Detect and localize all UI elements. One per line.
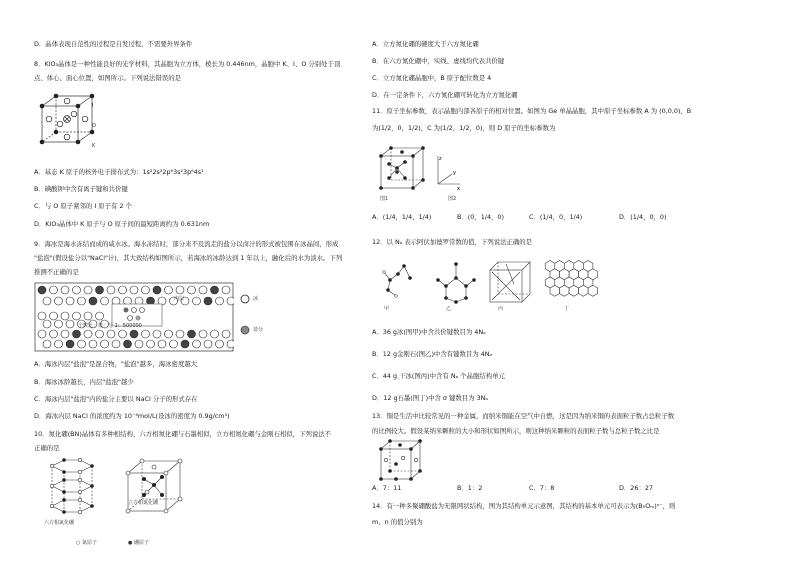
q8-legend-i: I	[92, 103, 94, 109]
q11-option-a: A．(1/4，1/4，1/4)	[372, 213, 432, 221]
ice-particle	[119, 286, 127, 294]
q9-label-inner: 内层	[174, 296, 185, 302]
q8-stem-line1: 8．KIO₃晶体是一种性能良好的光学材料，其晶胞为立方体，棱长为 0.446nm，晶胞中 K、I、O 分别处于顶	[34, 60, 341, 68]
q9-stem-line1: 9．海冰是海水冻结而成的咸水冰。海水冻结时，部分来不及流走的盐分以卤汁的形式被包围在冰晶间，形成	[34, 240, 339, 248]
ice-particle	[227, 340, 234, 348]
ice-particle	[147, 340, 155, 348]
q13-stem-line1: 13．铜是生活中比较常见的一种金属，而纳米铜能在空气中自燃，这是因为纳米铜的表面粒子数占总粒子数	[372, 412, 675, 420]
ice-particle	[84, 312, 92, 320]
ice-particle	[84, 286, 92, 294]
hexagonal-bn-caption: 六方相氮化硼	[44, 520, 75, 526]
ice-particle	[43, 340, 51, 348]
label-jia: 甲	[384, 306, 390, 312]
ice-particle	[66, 340, 74, 348]
ice-particle	[43, 297, 51, 305]
ice-particle	[119, 330, 127, 338]
ice-particle	[158, 340, 166, 348]
label-bing: 丙	[498, 306, 504, 312]
q7-option-d: D．晶体表现自范性的过程是自发过程，不需要外界条件	[34, 40, 193, 48]
ice-particle	[176, 330, 184, 338]
ice-particle	[165, 286, 173, 294]
ice-particle	[222, 330, 230, 338]
ice-particle	[193, 340, 201, 348]
q13-options	[372, 484, 752, 492]
ice-particle	[181, 340, 189, 348]
q9-option-d: D．海冰内层 NaCl 的浓度约为 10⁻⁴mol/L(设冰的密度为 0.9g/cm³)	[34, 412, 230, 420]
q11-stem-line2: 为(1/2，0，1/2)，C 为(1/2，1/2，0)，则 D 原子的坐标参数为	[372, 124, 556, 132]
q10-option-a: A．立方氮化硼的硬度大于六方氮化硼	[372, 40, 479, 48]
q8-option-b: B．碘酸钾中含有离子键和共价键	[34, 185, 128, 193]
q9-legend-ice: 冰	[253, 296, 259, 302]
ice-particle	[170, 340, 178, 348]
q12-option-d: D．12 g石墨(图丁)中含 σ 键数目为 3Nₐ	[372, 394, 488, 402]
hexagonal-bn-figure	[42, 458, 102, 520]
graphite-hexagon	[569, 285, 579, 296]
ice-particle	[73, 330, 81, 338]
ice-particle	[204, 340, 212, 348]
svg-text:x: x	[457, 186, 460, 192]
ice-particle	[176, 286, 184, 294]
q11-option-b: B．(0，1/4，0)	[457, 213, 504, 221]
q8-option-a: A．基态 K 原子的核外电子排布式为：1s²2s²2p⁶3s²3p⁶4s¹	[34, 168, 204, 176]
label-ding: 丁	[564, 306, 570, 312]
ice-particle	[50, 286, 58, 294]
ice-particle	[204, 297, 212, 305]
ge-fig2-caption: 图2	[448, 196, 457, 202]
ice-particle	[211, 286, 219, 294]
q12-structures-figure	[378, 258, 608, 306]
ge-fig1-caption: 图1	[380, 196, 389, 202]
ice-particle	[107, 330, 115, 338]
ice-particle	[38, 286, 46, 294]
q12-stem: 12．以 Nₐ 表示阿伏加德罗常数的值，下列说法正确的是	[372, 238, 533, 246]
ice-particle	[165, 330, 173, 338]
q8-option-d: D．KIO₃晶体中 K 原子与 O 原子间的最短距离约为 0.631nm	[34, 220, 210, 228]
left-column	[34, 0, 370, 562]
ice-particle	[89, 340, 97, 348]
legend-boron: ● 硼原子	[128, 540, 149, 546]
q9-sea-ice-figure	[34, 282, 234, 352]
ice-particle	[66, 297, 74, 305]
ice-particle	[78, 340, 86, 348]
ice-particle	[84, 330, 92, 338]
ice-particle	[130, 286, 138, 294]
q12-figure-labels	[384, 306, 624, 312]
q13-stem-line2: 的比例较大。假设某纳米颗粒的大小和形状如图所示，则这种纳米颗粒的表面粒子数与总粒子数之比是	[372, 427, 660, 435]
ice-particle	[78, 297, 86, 305]
q8-option-c: C．与 O 原子紧邻的 I 原子有 2 个	[34, 202, 132, 210]
ice-particle	[73, 286, 81, 294]
q12-option-c: C．44 g 干冰(图丙)中含有 Nₐ 个晶胞结构单元	[372, 372, 505, 380]
ice-particle	[89, 297, 97, 305]
ice-particle	[61, 330, 69, 338]
ice-particle	[142, 330, 150, 338]
ice-particle	[96, 330, 104, 338]
ice-particle	[222, 286, 230, 294]
q11-stem-line1: 11．原子坐标参数，表示晶胞内部各原子的相对位置。如图为 Ge 单晶晶胞，其中原子坐标参数 A 为 (0,0,0)，B	[372, 107, 692, 115]
graphite-hexagon	[579, 285, 589, 296]
ice-particle	[96, 286, 104, 294]
q13-option-c: C．7：8	[529, 484, 555, 492]
ice-particle	[73, 312, 81, 320]
ge-cell-figure-2	[432, 152, 464, 194]
ice-particle	[38, 330, 46, 338]
q10-option-d: D．在一定条件下，六方氮化硼可转化为立方氮化硼	[372, 91, 518, 99]
right-column	[372, 0, 764, 562]
ice-particle	[188, 286, 196, 294]
graphite-hexagon	[588, 285, 598, 296]
q11-options	[372, 213, 752, 221]
q9-option-c: C．海冰内层"盐泡"内的盐分主要以 NaCl 分子的形式存在	[34, 395, 198, 403]
q13-option-a: A．7：11	[372, 484, 402, 492]
ice-particle	[107, 286, 115, 294]
ice-particle	[153, 286, 161, 294]
q14-stem-line1: 14．有一种多聚硼酸盐为无限网状结构，图为其结构单元示意图，其结构的基本单元可表示为(B₅Oₘ)ⁿ⁻，则	[372, 502, 676, 510]
q10-stem-line1: 10．氮化硼(BN)晶体有多种相结构，六方相氮化硼与石墨相似，立方相氮化硼与金刚石相似，下列说法不	[34, 430, 332, 438]
ice-legend-icon	[240, 294, 250, 304]
ice-particle	[216, 340, 224, 348]
ice-particle	[124, 340, 132, 348]
ice-particle	[55, 340, 63, 348]
q11-option-d: D．(1/4，0，0)	[619, 213, 667, 221]
q9-stem-line3: 推测不正确的是	[34, 268, 79, 276]
q9-option-b: B．海冰冰龄越长，内层"盐泡"越少	[34, 378, 134, 386]
ice-particle	[112, 340, 120, 348]
ice-particle	[96, 312, 104, 320]
ice-particle	[199, 286, 207, 294]
ice-particle	[55, 297, 63, 305]
ice-particle	[130, 330, 138, 338]
cubic-bn-caption: 立方相氮化硼	[128, 500, 159, 506]
svg-text:y: y	[453, 170, 456, 176]
q12-option-a: A．36 g冰(图甲)中含共价键数目为 4Nₐ	[372, 328, 486, 336]
q9-figure-caption: 个数比：盐：分 1：500000	[78, 323, 142, 329]
ice-particle	[216, 297, 224, 305]
q9-option-a: A．海冰内层"盐泡"是混合物，"盐泡"越多，海冰密度越大	[34, 360, 198, 368]
q13-nanoparticle-figure	[378, 438, 426, 482]
ice-particle	[101, 297, 109, 305]
q13-option-d: D．26：27	[619, 484, 653, 492]
cubic-bn-figure	[122, 455, 186, 517]
ice-particle	[61, 312, 69, 320]
ice-particle	[142, 286, 150, 294]
ice-particle	[61, 286, 69, 294]
ice-particle	[38, 312, 46, 320]
svg-text:z: z	[439, 156, 442, 162]
q9-legend-salt: 盐分	[253, 327, 264, 333]
q13-option-b: B．1：2	[457, 484, 483, 492]
ice-particle	[188, 330, 196, 338]
ice-particle	[50, 312, 58, 320]
ice-particle	[211, 330, 219, 338]
ice-particle	[199, 330, 207, 338]
q9-stem-line2: "盐泡"(假设盐分以"NaCl"计)，其大致结构如图所示，若海冰的冰龄达到 1 年以上，融化后的水为淡水。下列	[34, 254, 343, 262]
q14-stem-line2: m、n 的值分别为	[372, 518, 423, 526]
ice-particle	[101, 340, 109, 348]
graphite-hexagon	[550, 285, 560, 296]
ice-particle	[50, 330, 58, 338]
ge-cell-figure-1	[378, 144, 426, 194]
ice-particle	[135, 340, 143, 348]
q10-option-b: B．在六方氮化硼中，实线、虚线均代表共价键	[372, 57, 505, 65]
legend-nitrogen: ○ 氮原子	[76, 540, 97, 546]
ice-particle	[55, 320, 63, 328]
q12-option-b: B．12 g金刚石(图乙)中含有键数目为 4Nₐ	[372, 350, 493, 358]
ice-particle	[43, 320, 51, 328]
ice-particle	[153, 330, 161, 338]
ice-particle	[227, 297, 234, 305]
q11-option-c: C．(1/4，0，1/4)	[529, 213, 583, 221]
q8-stem-line2: 点、体心、面心位置，如图所示。下列说法错误的是	[34, 74, 181, 82]
ice-particle	[66, 320, 74, 328]
q10-stem-line2: 正确的是	[34, 444, 60, 452]
salt-legend-icon	[240, 325, 250, 335]
q8-legend-k: K	[92, 143, 96, 149]
q8-legend-o: O	[92, 123, 96, 129]
label-yi: 乙	[446, 306, 452, 312]
q10-option-c: C．立方氮化硼晶胞中，B 原子配位数是 4	[372, 74, 492, 82]
ice-particle	[193, 297, 201, 305]
graphite-hexagon	[560, 285, 570, 296]
